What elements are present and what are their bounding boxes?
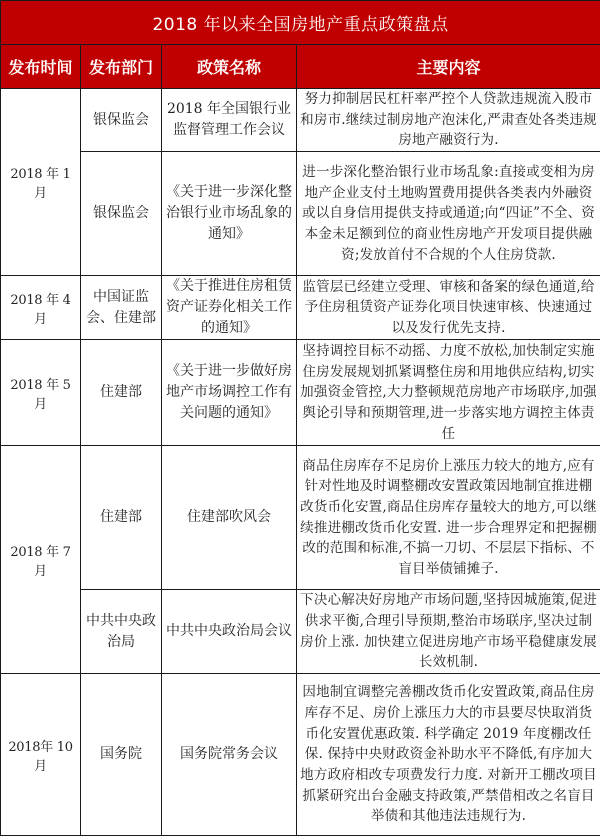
table-row	[1, 152, 600, 276]
column-header-content: 主要内容	[297, 45, 600, 89]
table-row	[1, 340, 600, 446]
table-row	[1, 446, 600, 590]
policy-name-cell: 中共中央政治局会议	[162, 590, 297, 674]
content-cell: 监管层已经建立受理、审核和备案的绿色通道,给予住房租赁资产证券化项目快速审核、快速通过以及发行优先支持.	[297, 276, 600, 340]
department-cell: 中国证监会、住建部	[81, 276, 162, 340]
table-title: 2018 年以来全国房地产重点政策盘点	[1, 1, 600, 45]
policy-name-cell: 《关于推进住房租赁资产证券化相关工作的通知》	[162, 276, 297, 340]
content-cell: 商品住房库存不足房价上涨压力较大的地方,应有针对性地及时调整棚改安置政策因地制宜推进棚改货币化安置,商品住房库存量较大的地方,可以继续推进棚改货币化安置. 进一步合理界定和把握棚改的范围和标准,不搞一刀切、不层层下指标、不盲目举债铺摊子.	[297, 446, 600, 590]
table-row	[1, 89, 600, 152]
content-cell: 进一步深化整治银行业市场乱象:直接或变相为房地产企业支付土地购置费用提供各类表内外融资或以自身信用提供支持或通道;向“四证”不全、资本金未足额到位的商业性房地产开发项目提供融资;发放首付不合规的个人住房贷款.	[297, 152, 600, 276]
policy-name-cell: 国务院常务会议	[162, 674, 297, 836]
column-header-policy-name: 政策名称	[162, 45, 297, 89]
department-cell: 银保监会	[81, 152, 162, 276]
table-header-row	[1, 45, 600, 89]
date-cell: 2018年 10月	[1, 674, 81, 836]
department-cell: 住建部	[81, 446, 162, 590]
department-cell: 银保监会	[81, 89, 162, 152]
table-row	[1, 674, 600, 836]
content-cell: 努力抑制居民杠杆率严控个人贷款违规流入股市和房市.继续过制房地产泡沫化,严肃查处各类违规房地产融资行为.	[297, 89, 600, 152]
policy-name-cell: 2018 年全国银行业监督管理工作会议	[162, 89, 297, 152]
content-cell: 因地制宜调整完善棚改货币化安置政策,商品住房库存不足、房价上涨压力大的市县要尽快取消货币化安置优惠政策. 科学确定 2019 年度棚改任保. 保持中央财政资金补助水平不降低,有序加大地方政府相改专项费发行力度. 对新开工棚改项目抓紧研究出台金融支持政策,严禁借相改之名盲目举债和其他违法违规行为.	[297, 674, 600, 836]
date-cell: 2018 年 1 月	[1, 89, 81, 276]
date-cell: 2018 年 7 月	[1, 446, 81, 674]
table-row	[1, 590, 600, 674]
department-cell: 住建部	[81, 340, 162, 446]
department-cell: 国务院	[81, 674, 162, 836]
content-cell: 坚持调控目标不动摇、力度不放松,加快制定实施住房发展规划抓紧调整住房和用地供应结构,切实加强资金管控,大力整顿规范房地产市场联序,加强舆论引导和预期管理,进一步落实地方调控主体责任	[297, 340, 600, 446]
column-header-date: 发布时间	[1, 45, 81, 89]
policy-name-cell: 《关于进一步做好房地产市场调控工作有关问题的通知》	[162, 340, 297, 446]
column-header-department: 发布部门	[81, 45, 162, 89]
table-row	[1, 276, 600, 340]
policy-name-cell: 住建部吹风会	[162, 446, 297, 590]
content-cell: 下决心解决好房地产市场问题,坚持因城施策,促进供求平衡,合理引导预期,整治市场联序,坚决过制房价上涨. 加快建立促进房地产市场平稳健康发展长效机制.	[297, 590, 600, 674]
table-title-row	[1, 1, 600, 45]
department-cell: 中共中央政治局	[81, 590, 162, 674]
date-cell: 2018 年 4 月	[1, 276, 81, 340]
date-cell: 2018 年 5 月	[1, 340, 81, 446]
policy-name-cell: 《关于进一步深化整治银行业市场乱象的通知》	[162, 152, 297, 276]
